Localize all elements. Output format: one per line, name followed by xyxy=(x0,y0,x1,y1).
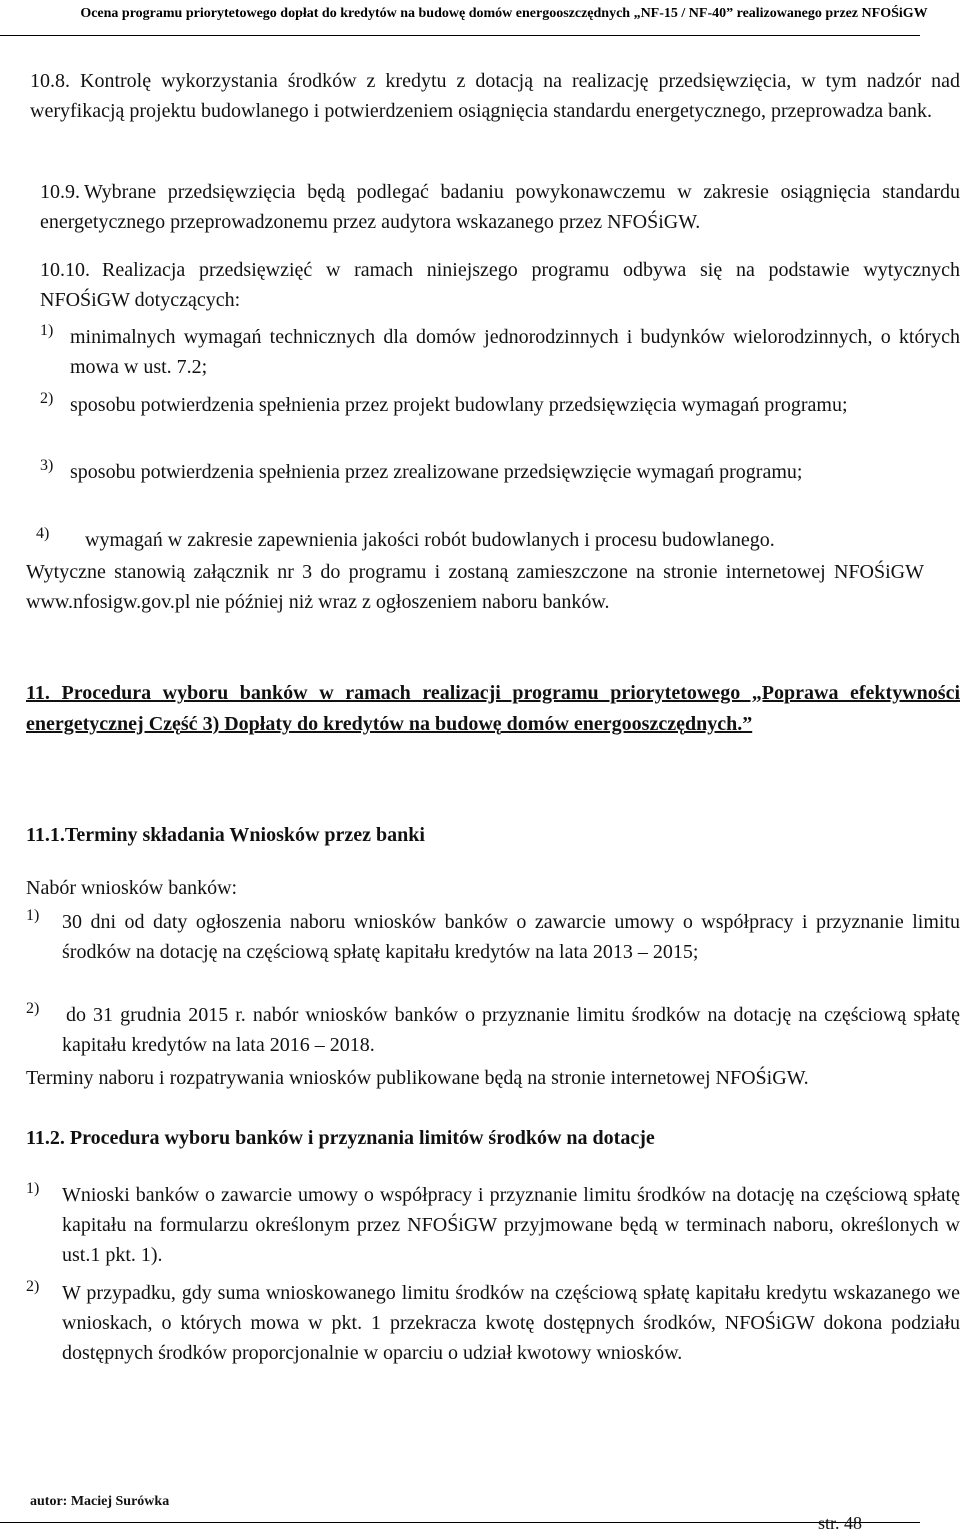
header-divider xyxy=(0,35,920,36)
subsection-intro: Nabór wniosków banków: xyxy=(26,877,238,899)
section-closing: Wytyczne stanowią załącznik nr 3 do programu i zostaną zamieszczone na stronie internetowej NFOŚiGW www.nfosigw.gov.pl nie później niż wraz z ogłoszeniem naboru banków. xyxy=(26,561,924,613)
page-number: str. 48 xyxy=(818,1513,863,1533)
list-item: 4) wymagań w zakresie zapewnienia jakości robót budowlanych i procesu budowlanego. xyxy=(36,525,775,551)
list-item: 2) W przypadku, gdy suma wnioskowanego limitu środków na częściową spłatę kapitału kredytu wskazanego we wnioskach, o których mowa w pkt. 1 przekracza kwotę dostępnych środków, NFOŚiGW dokona podziału dostępnych środków proporcjonalnie w oparciu o udział kwotowy wniosków. xyxy=(26,1278,960,1364)
subsection-heading: 11.1.Terminy składania Wniosków przez banki xyxy=(26,824,425,846)
list-item: 2) sposobu potwierdzenia spełnienia przez projekt budowlany przedsięwzięcia wymagań programu; xyxy=(40,390,848,416)
list-item: 1) minimalnych wymagań technicznych dla domów jednorodzinnych i budynków wielorodzinnych, o których mowa w ust. 7.2; xyxy=(40,322,960,378)
section-number: 10.8. xyxy=(30,70,70,92)
subsection-heading: 11.2. Procedura wyboru banków i przyznania limitów środków na dotacje xyxy=(26,1127,655,1149)
page-header-title: Ocena programu priorytetowego dopłat do kredytów na budowę domów energooszczędnych „NF-15 / NF-40” realizowanego przez NFOŚiGW xyxy=(80,6,928,21)
list-item: 1) 30 dni od daty ogłoszenia naboru wniosków banków o zawarcie umowy o współpracy i przyznanie limitu środków na dotację na częściową spłatę kapitału kredytów na lata 2013 – 2015; xyxy=(26,907,960,963)
list-item: 3) sposobu potwierdzenia spełnienia przez zrealizowane przedsięwzięcie wymagań programu; xyxy=(40,457,803,483)
section-text: Wybrane przedsięwzięcia będą podlegać badaniu powykonawczemu w zakresie osiągnięcia standardu energetycznego przeprowadzonemu przez audytora wskazanego przez NFOŚiGW. xyxy=(40,181,960,233)
section-text: Realizacja przedsięwzięć w ramach niniejszego programu odbywa się na podstawie wytycznych NFOŚiGW dotyczących: xyxy=(40,259,960,311)
section-10-9 xyxy=(30,177,960,237)
section-10-8 xyxy=(30,66,960,126)
chapter-heading: 11. Procedura wyboru banków w ramach realizacji programu priorytetowego „Poprawa efektywności energetycznej Część 3) Dopłaty do kredytów na budowę domów energooszczędnych.” xyxy=(26,682,960,735)
subsection-closing: Terminy naboru i rozpatrywania wniosków publikowane będą na stronie internetowej NFOŚiGW. xyxy=(26,1067,809,1089)
section-text: Kontrolę wykorzystania środków z kredytu z dotacją na realizację przedsięwzięcia, w tym nadzór nad weryfikacją projektu budowlanego i potwierdzeniem osiągnięcia standardu energetycznego, przeprowadza bank. xyxy=(30,70,960,122)
section-number: 10.9. xyxy=(40,181,80,203)
section-number: 10.10. xyxy=(40,259,90,281)
list-item: 1) Wnioski banków o zawarcie umowy o współpracy i przyznanie limitu środków na dotację na częściową spłatę kapitału na formularzu określonym przez NFOŚiGW przyjmowane będą w terminach naboru, określonych w ust.1 pkt. 1). xyxy=(26,1180,960,1266)
section-10-10 xyxy=(30,255,960,315)
footer-divider xyxy=(0,1522,920,1523)
list-item: 2) do 31 grudnia 2015 r. nabór wniosków banków o przyznanie limitu środków na dotację na częściową spłatę kapitału kredytów na lata 2016 – 2018. xyxy=(26,1000,960,1056)
footer-author: autor: Maciej Surówka xyxy=(30,1494,170,1509)
